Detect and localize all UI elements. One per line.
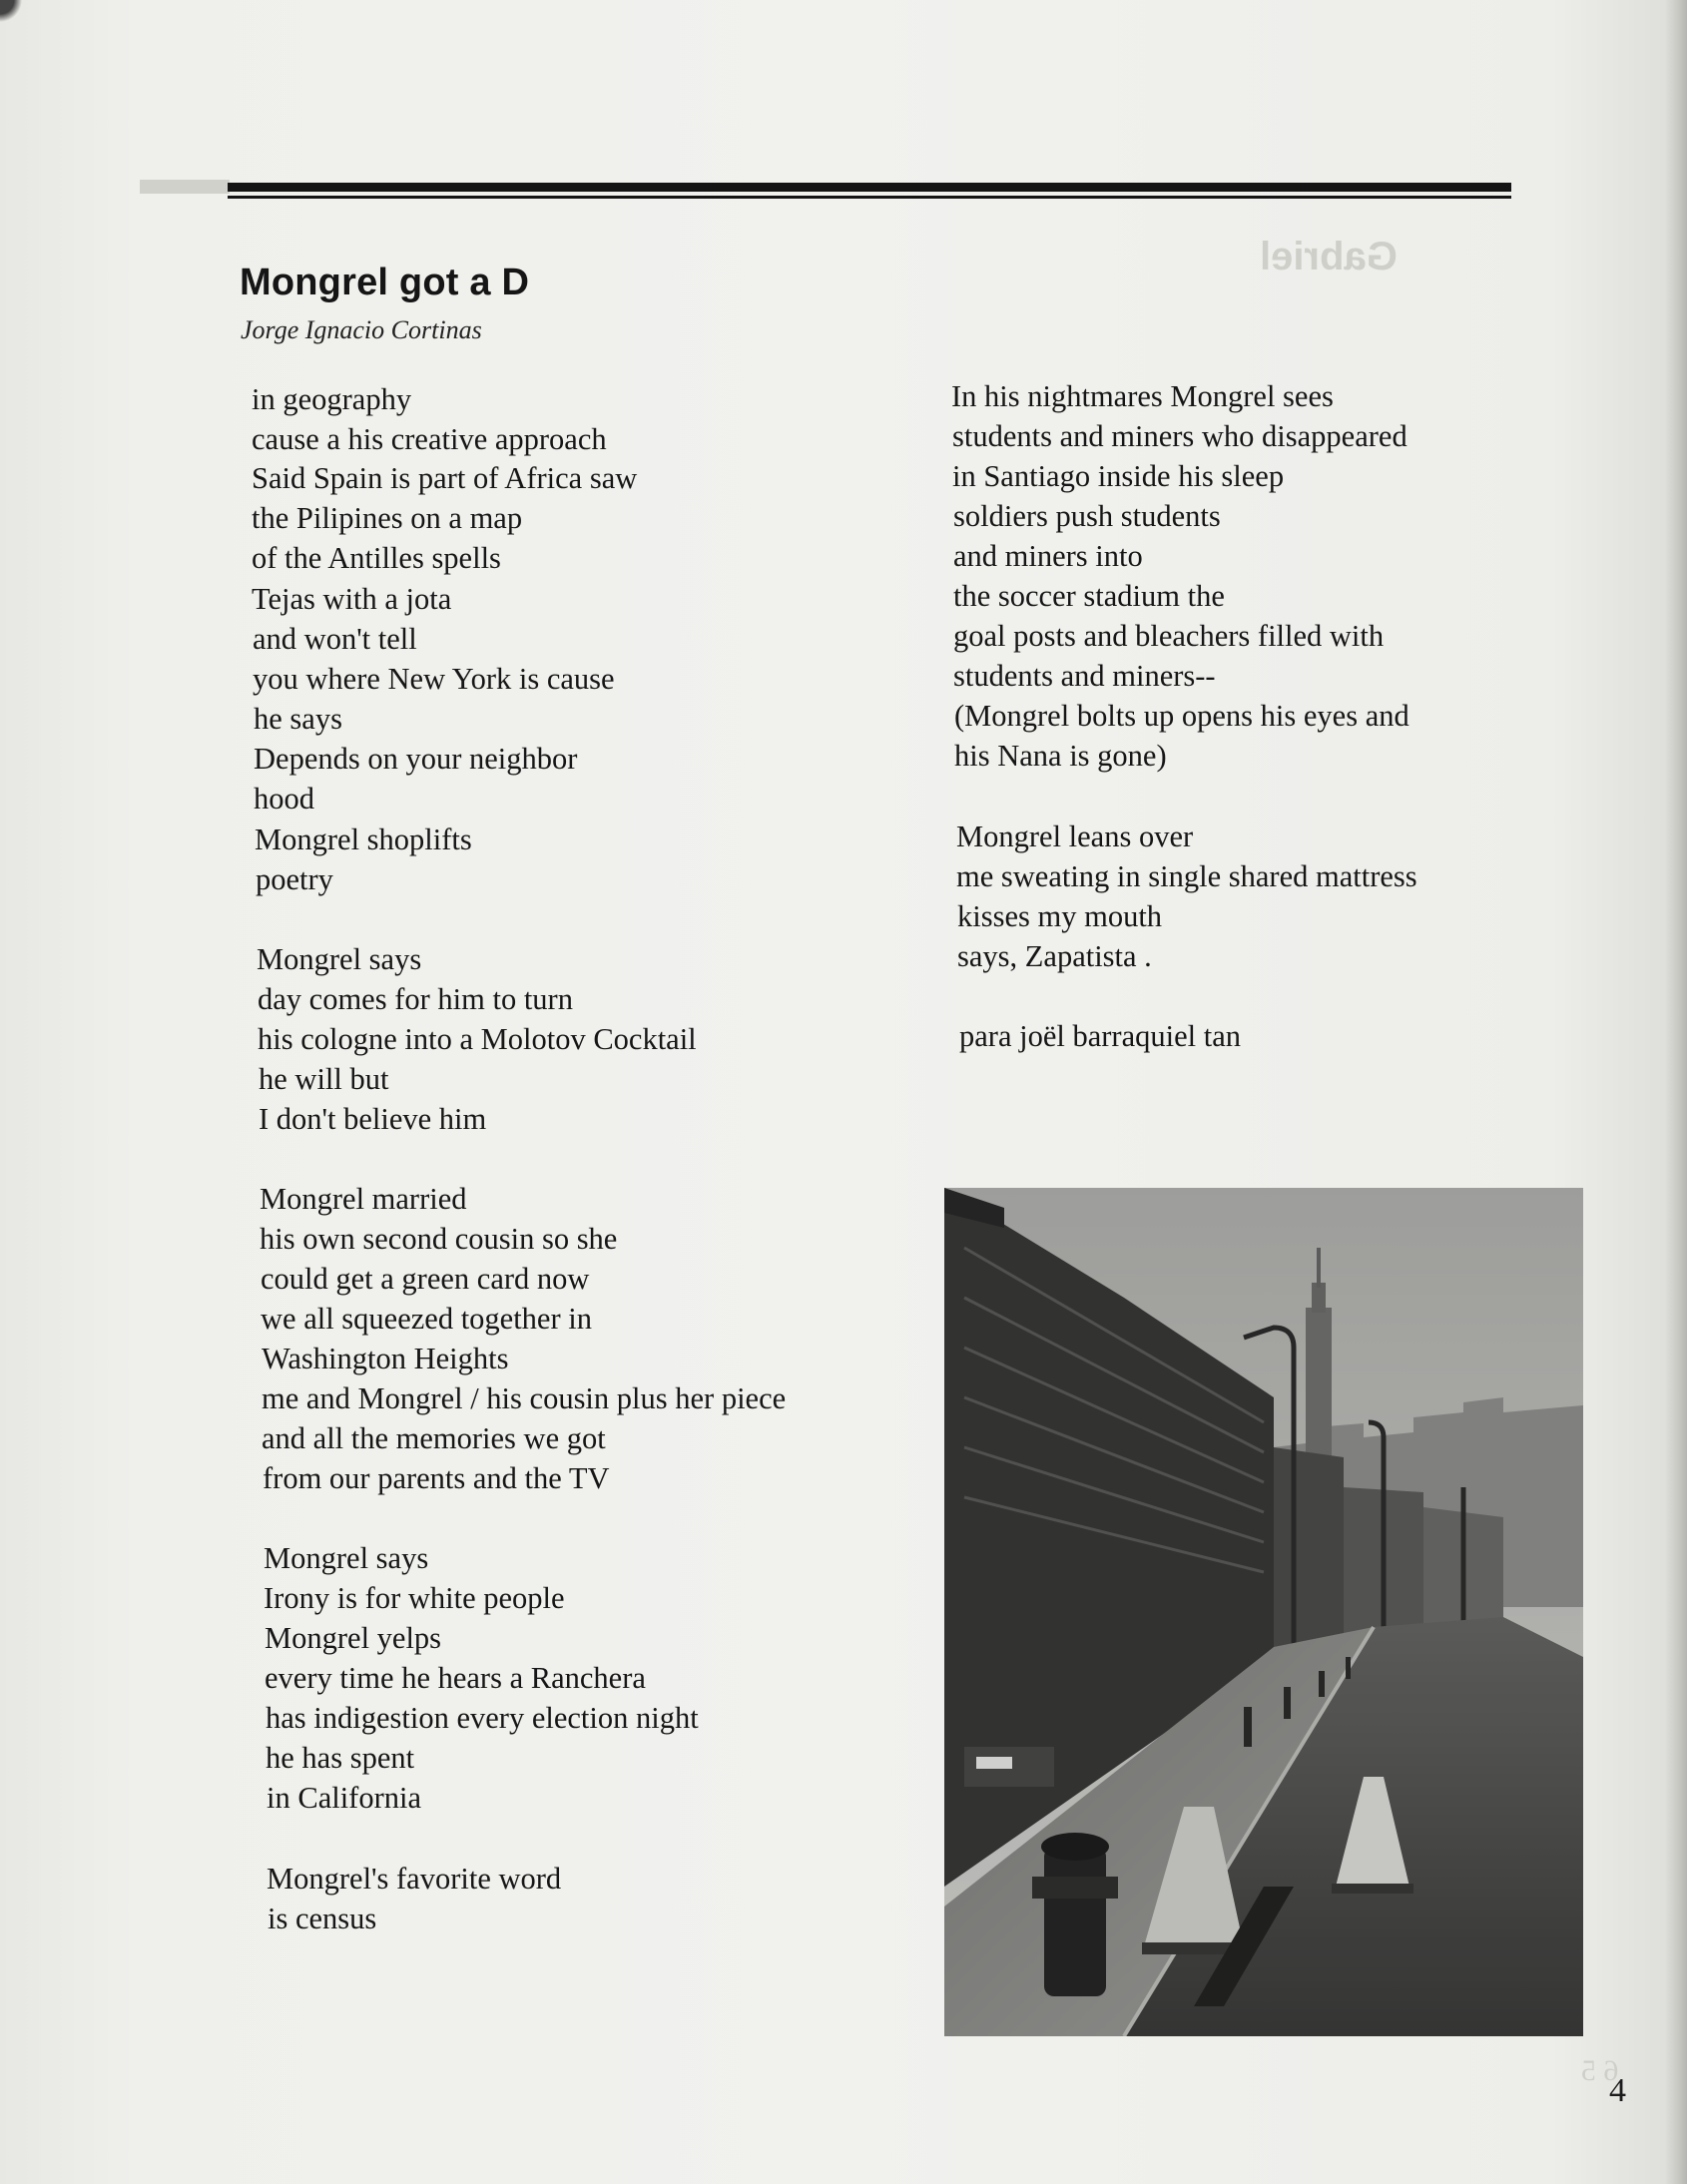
poem-line: kisses my mouth <box>957 899 1163 933</box>
poem-line: has indigestion every election night <box>266 1701 699 1735</box>
poem-line: (Mongrel bolts up opens his eyes and <box>954 699 1409 733</box>
poem-line: the Pilipines on a map <box>252 501 523 535</box>
rule-ghost <box>140 180 230 194</box>
poem-line: he has spent <box>266 1741 415 1775</box>
poem-line: you where New York is cause <box>253 662 615 696</box>
poem-line: Mongrel says <box>264 1541 429 1575</box>
poem-line: could get a green card now <box>261 1262 590 1296</box>
poem-line: poetry <box>256 862 333 896</box>
poem-title: Mongrel got a D <box>240 262 530 303</box>
poem-line: Mongrel shoplifts <box>255 822 472 856</box>
poem-line: Tejas with a jota <box>252 582 452 616</box>
poem-line: students and miners who disappeared <box>952 419 1407 453</box>
poem-line: me and Mongrel / his cousin plus her piece <box>262 1381 787 1415</box>
poem-line: me sweating in single shared mattress <box>956 859 1417 893</box>
poem-line: says, Zapatista . <box>957 939 1152 973</box>
poem-line: Said Spain is part of Africa saw <box>252 461 638 495</box>
header-rule-thick <box>228 183 1511 192</box>
poem-line: goal posts and bleachers filled with <box>953 619 1385 653</box>
poem-line: Irony is for white people <box>264 1581 565 1615</box>
poem-line: in California <box>267 1781 422 1815</box>
poem-line: from our parents and the TV <box>263 1461 610 1495</box>
corner-shadow <box>0 0 40 30</box>
poem-line: I don't believe him <box>259 1102 487 1136</box>
poem-line: Mongrel married <box>260 1182 467 1216</box>
page-number: 4 <box>1609 2072 1626 2109</box>
bleedthrough-number: 6 5 <box>1581 2054 1619 2087</box>
bleedthrough-title: Gabriel <box>1260 235 1398 278</box>
poem-line: and miners into <box>953 539 1143 573</box>
poem-line: the soccer stadium the <box>953 579 1225 613</box>
poem-line: his cologne into a Molotov Cocktail <box>258 1022 697 1056</box>
poem-line: his own second cousin so she <box>260 1222 618 1256</box>
poem-line: hood <box>254 782 314 816</box>
poem-dedication: para joël barraquiel tan <box>959 1019 1241 1053</box>
poem-line: his Nana is gone) <box>954 739 1167 773</box>
poem-line: Washington Heights <box>262 1342 509 1375</box>
header-rule-thin <box>228 196 1511 199</box>
poem-line: and won't tell <box>253 622 417 656</box>
poem-line: soldiers push students <box>953 499 1221 533</box>
poem-line: Mongrel's favorite word <box>267 1862 562 1896</box>
poem-line: he says <box>254 702 342 736</box>
poem-line: in Santiago inside his sleep <box>952 459 1285 493</box>
poem-line: is census <box>268 1902 377 1935</box>
poem-line: Mongrel leans over <box>956 819 1194 853</box>
poem-line: day comes for him to turn <box>258 982 573 1016</box>
poem-author: Jorge Ignacio Cortinas <box>241 315 482 344</box>
poem-line: students and miners-- <box>953 659 1216 693</box>
poem-line: he will but <box>259 1062 389 1096</box>
poem-line: every time he hears a Ranchera <box>265 1661 646 1695</box>
poem-line: cause a his creative approach <box>252 422 607 456</box>
poem-line: of the Antilles spells <box>252 541 501 575</box>
poem-line: Depends on your neighbor <box>254 742 578 776</box>
page-edge-shadow <box>1665 0 1687 2184</box>
poem-line: and all the memories we got <box>262 1421 606 1455</box>
poem-line: Mongrel yelps <box>265 1621 442 1655</box>
street-photo <box>944 1188 1583 2036</box>
poem-line: In his nightmares Mongrel sees <box>951 379 1334 413</box>
poem-line: Mongrel says <box>257 942 422 976</box>
poem-line: we all squeezed together in <box>261 1302 592 1336</box>
poem-line: in geography <box>252 382 412 416</box>
